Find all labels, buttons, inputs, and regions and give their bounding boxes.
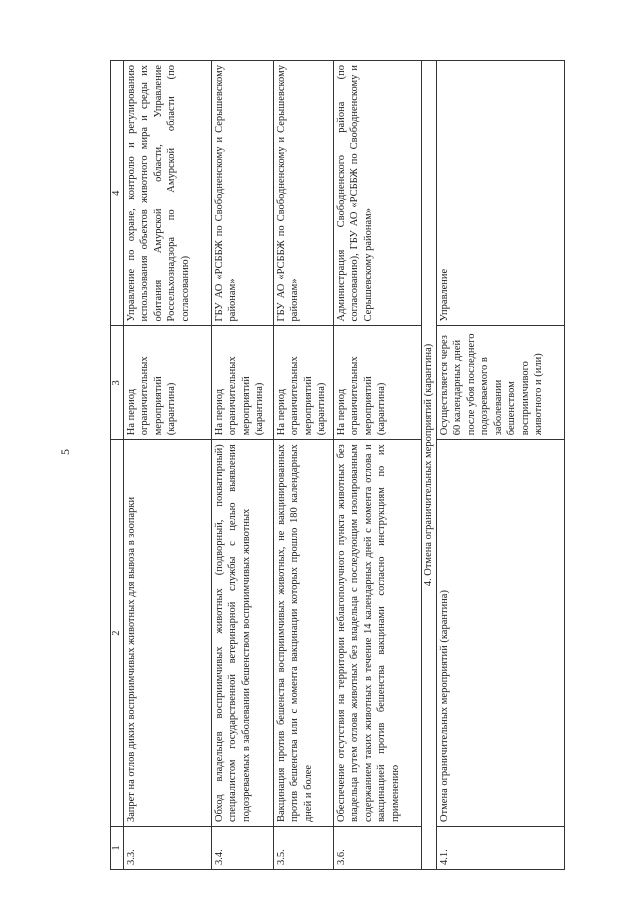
measure-text: Вакцинация против бешенства восприимчивых животных, не вакцинированных против бешенства или с момента вакцинации которых прошло 180 календарных дней и более — [274, 440, 334, 827]
measures-table — [110, 60, 565, 870]
header-col-3: 3 — [111, 326, 124, 440]
section-heading-row — [422, 61, 437, 870]
header-col-4: 4 — [111, 61, 124, 326]
row-number: 3.3. — [124, 827, 212, 870]
section-4-title: 4. Отмена ограничительных мероприятий (карантина) — [422, 61, 437, 870]
measure-text: Обход владельцев восприимчивых животных (подворный, покватирный) специалистом государственной ветеринарной службы с целью выявления подозреваемых в заболевании бешенством восприимчивых животных — [212, 440, 274, 827]
rotated-table-sheet — [110, 60, 580, 870]
measure-text: Отмена ограничительных мероприятий (карантина) — [437, 440, 565, 827]
table-row — [274, 61, 334, 870]
row-number: 3.6. — [334, 827, 422, 870]
responsible-text: ГБУ АО «РСББЖ по Свободненскому и Серышевскому районам» — [274, 61, 334, 326]
period-text: На период ограничительных мероприятий (карантина) — [274, 326, 334, 440]
header-col-2: 2 — [111, 440, 124, 827]
period-text: На период ограничительных мероприятий (карантина) — [334, 326, 422, 440]
row-number: 3.4. — [212, 827, 274, 870]
table-row — [437, 61, 565, 870]
measure-text: Обеспечение отсутствия на территории неблагополучного пункта животных без владельца путем отлова животных без владельца с последующим изолированным содержанием таких животных в течение 14 календарных дней с момента отлова и вакцинацией против бешенства вакцинами согласно инструкциям по их применению — [334, 440, 422, 827]
table-header-row — [111, 61, 124, 870]
period-text: Осуществляется через 60 календарных дней после убоя последнего подозреваемого в заболевании бешенством восприимчивого животного и (или) — [437, 326, 565, 440]
responsible-text: Администрация Свободненского района (по согласованию), ГБУ АО «РСББЖ по Свободненскому и Серышевскому районам» — [334, 61, 422, 326]
table-row — [212, 61, 274, 870]
table-row — [334, 61, 422, 870]
table-row — [124, 61, 212, 870]
responsible-text: Управление — [437, 61, 565, 326]
responsible-text: ГБУ АО «РСББЖ по Свободненскому и Серышевскому районам» — [212, 61, 274, 326]
row-number: 4.1. — [437, 827, 565, 870]
responsible-text: Управление по охране, контролю и регулированию использования объектов животного мира и среды их обитания Амурской области, Управление Россельхознадзора по Амурской области (по согласованию) — [124, 61, 212, 326]
period-text: На период ограничительных мероприятий (карантина) — [212, 326, 274, 440]
measure-text: Запрет на отлов диких восприимчивых животных для вывоза в зоопарки — [124, 440, 212, 827]
row-number: 3.5. — [274, 827, 334, 870]
period-text: На период ограничительных мероприятий (карантина) — [124, 326, 212, 440]
header-col-1: 1 — [111, 827, 124, 870]
page-number: 5 — [58, 449, 72, 455]
